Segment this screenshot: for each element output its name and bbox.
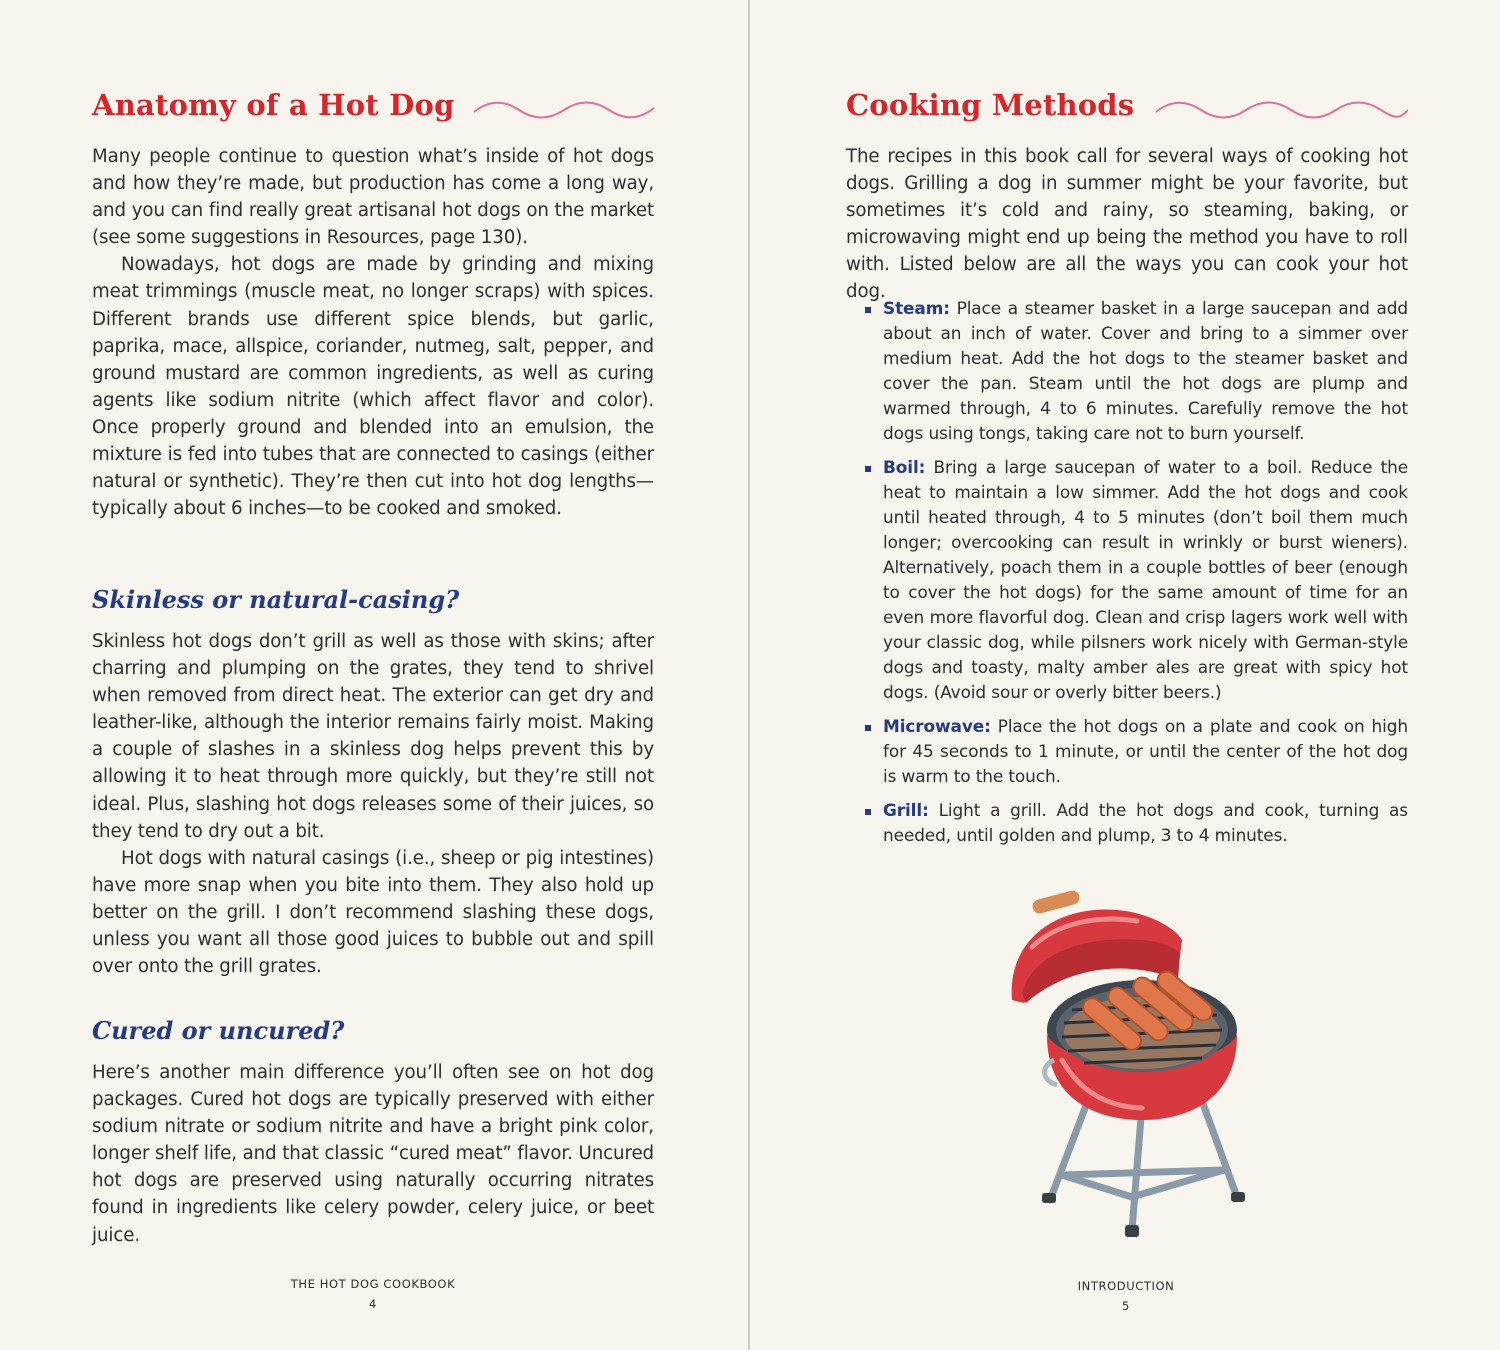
list-item: [846, 296, 1408, 446]
method-term: Microwave:: [883, 716, 991, 736]
section-heading: Skinless or natural-casing?: [92, 585, 460, 614]
running-footer-title: THE HOT DOG COOKBOOK: [290, 1277, 456, 1291]
paragraph: Hot dogs with natural casings (i.e., sheep or pig intestines) have more snap when you bite into them. They also hold up better on the grill. I don’t recommend slashing these dogs, unless you want all those good juices to bubble out and spill over onto the grill grates.: [92, 847, 654, 978]
paragraph: Skinless hot dogs don’t grill as well as those with skins; after charring and plumping on the grates, they tend to shrivel when removed from direct heat. The exterior can get dry and leather-like, although the interior remains fairly moist. Making a couple of slashes in a skinless dog helps prevent this by allowing it to heat through more quickly, but they’re still not ideal. Plus, slashing hot dogs releases some of their juices, so they tend to dry out a bit.: [92, 631, 654, 842]
section-body: [92, 628, 654, 980]
list-item: [846, 455, 1408, 705]
method-term: Steam:: [883, 298, 950, 318]
left-page: [92, 0, 654, 1350]
section-body: [92, 1059, 654, 1249]
page-title: Cooking Methods: [846, 88, 1135, 122]
method-text: Light a grill. Add the hot dogs and cook, turning as needed, until golden and plump, 3 to 4 minutes.: [883, 800, 1408, 845]
list-item: [846, 798, 1408, 848]
page-title: Anatomy of a Hot Dog: [92, 88, 455, 122]
left-title-row: [92, 88, 654, 132]
intro-text: [92, 143, 654, 522]
page-gutter: [748, 0, 750, 1350]
page-number: 5: [1122, 1299, 1130, 1313]
squiggle-decoration-icon: [1156, 100, 1408, 120]
paragraph: Many people continue to question what’s inside of hot dogs and how they’re made, but production has come a long way, and you can find really great artisanal hot dogs on the market (see some suggestions in Resources, page 130).: [92, 146, 654, 249]
bullet-square-icon: [865, 809, 871, 815]
method-term: Grill:: [883, 800, 929, 820]
squiggle-decoration-icon: [474, 100, 654, 120]
right-title-row: [846, 88, 1408, 132]
bullet-square-icon: [865, 307, 871, 313]
list-item: [846, 714, 1408, 789]
paragraph: The recipes in this book call for several ways of cooking hot dogs. Grilling a dog in summer might be your favorite, but sometimes it’s cold and rainy, so steaming, baking, or microwaving might end up being the method you have to roll with. Listed below are all the ways you can cook your hot dog.: [846, 146, 1408, 303]
running-footer-title: INTRODUCTION: [1077, 1279, 1175, 1293]
paragraph: Here’s another main difference you’ll often see on hot dog packages. Cured hot dogs are typically preserved with either sodium nitrate or sodium nitrite and have a bright pink color, longer shelf life, and that classic “cured meat” flavor. Uncured hot dogs are preserved using naturally occurring nitrates found in ingredients like celery powder, celery juice, or beet juice.: [92, 1062, 654, 1246]
method-term: Boil:: [883, 457, 926, 477]
page-number: 4: [369, 1297, 377, 1311]
page-footer: [1026, 1276, 1226, 1316]
kettle-grill-illustration: [1002, 885, 1252, 1245]
cooking-methods-list: [846, 296, 1408, 857]
paragraph: Nowadays, hot dogs are made by grinding and mixing meat trimmings (muscle meat, no longer scraps) with spices. Different brands use different spice blends, but garlic, paprika, mace, allspice, coriander, nutmeg, salt, pepper, and ground mustard are common ingredients, as well as curing agents like sodium nitrite (which affect flavor and color). Once properly ground and blended into an emulsion, the mixture is fed into tubes that are connected to casings (either natural or synthetic). They’re then cut into hot dog lengths—typically about 6 inches—to be cooked and smoked.: [92, 254, 654, 520]
method-text: Place the hot dogs on a plate and cook on high for 45 seconds to 1 minute, or until the center of the hot dog is warm to the touch.: [883, 716, 1408, 786]
intro-text: [846, 143, 1408, 306]
bullet-square-icon: [865, 466, 871, 472]
method-text: Place a steamer basket in a large saucepan and add about an inch of water. Cover and bring to a simmer over medium heat. Add the hot dogs to the steamer basket and cover the pan. Steam until the hot dogs are plump and warmed through, 4 to 6 minutes. Carefully remove the hot dogs using tongs, taking care not to burn yourself.: [883, 298, 1408, 443]
page-footer: [273, 1274, 473, 1314]
section-heading: Cured or uncured?: [92, 1016, 345, 1045]
bullet-square-icon: [865, 725, 871, 731]
method-text: Bring a large saucepan of water to a boil. Reduce the heat to maintain a low simmer. Add the hot dogs and cook until heated through, 4 to 5 minutes (don’t boil them much longer; overcooking can result in wrinkly or burst wieners). Alternatively, poach them in a couple bottles of beer (enough to cover the hot dogs) for the same amount of time for an even more flavorful dog. Clean and crisp lagers work well with your classic dog, while pilsners work nicely with German-style dogs and toasty, malty amber ales are great with spicy hot dogs. (Avoid sour or overly bitter beers.): [883, 457, 1408, 702]
leg-feet: [1042, 1192, 1245, 1237]
